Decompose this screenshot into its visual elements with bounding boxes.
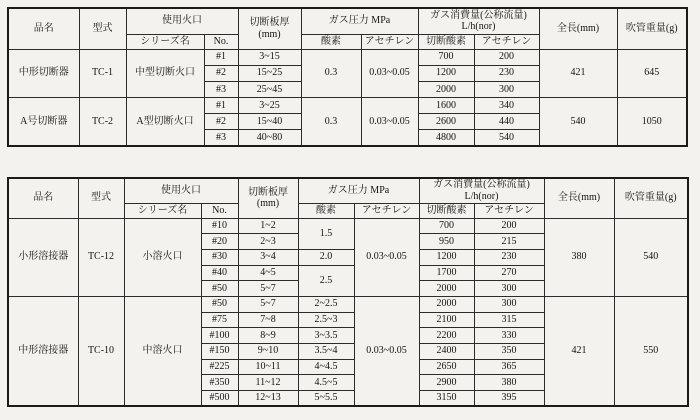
thickness-cell: 40~80 bbox=[238, 130, 301, 146]
cutting-oxygen-flow-cell: 1700 bbox=[419, 265, 474, 281]
oxygen-pressure-cell: 5~5.5 bbox=[298, 391, 354, 407]
length-cell: 421 bbox=[539, 49, 617, 98]
acetylene-flow-cell: 350 bbox=[474, 344, 544, 360]
col-header-acetylene-flow: アセチレン bbox=[474, 34, 539, 49]
nozzle-no-cell: #150 bbox=[201, 344, 238, 360]
nozzle-no-cell: #225 bbox=[201, 359, 238, 375]
product-cell: 小形溶接器 bbox=[8, 218, 78, 296]
cutting-oxygen-flow-cell: 2100 bbox=[419, 312, 474, 328]
nozzle-no-cell: #50 bbox=[201, 296, 238, 312]
cutting-oxygen-flow-cell: 1200 bbox=[418, 65, 474, 81]
thickness-cell: 15~40 bbox=[238, 114, 301, 130]
col-header-acetylene: アセチレン bbox=[354, 203, 419, 218]
nozzle-no-cell: #1 bbox=[204, 49, 238, 65]
model-cell: TC-2 bbox=[79, 98, 126, 147]
cutting-oxygen-flow-cell: 700 bbox=[418, 49, 474, 65]
oxygen-pressure-cell: 2.5~3 bbox=[298, 312, 354, 328]
col-header-acetylene-flow: アセチレン bbox=[474, 203, 544, 218]
acetylene-flow-cell: 380 bbox=[474, 375, 544, 391]
consumption-header-line1: ガス消費量(公称流量) bbox=[430, 9, 527, 21]
thickness-cell: 3~25 bbox=[238, 98, 301, 114]
model-cell: TC-10 bbox=[78, 296, 124, 406]
cutting-oxygen-flow-cell: 700 bbox=[419, 218, 474, 234]
col-header-no: No. bbox=[204, 34, 238, 49]
thickness-cell: 7~8 bbox=[238, 312, 298, 328]
nozzle-no-cell: #3 bbox=[204, 81, 238, 97]
acetylene-flow-cell: 365 bbox=[474, 359, 544, 375]
acetylene-flow-cell: 215 bbox=[474, 234, 544, 250]
cutting-oxygen-flow-cell: 2400 bbox=[419, 344, 474, 360]
cutting-oxygen-flow-cell: 2900 bbox=[419, 375, 474, 391]
acetylene-flow-cell: 200 bbox=[474, 218, 544, 234]
nozzle-no-cell: #50 bbox=[201, 281, 238, 297]
thickness-header-line2: (mm) bbox=[256, 198, 280, 210]
nozzle-no-cell: #30 bbox=[201, 249, 238, 265]
acetylene-pressure-cell: 0.03~0.05 bbox=[354, 218, 419, 296]
product-cell: 中形切断器 bbox=[8, 49, 79, 98]
col-header-pressure: ガス圧力 MPa bbox=[301, 8, 418, 34]
acetylene-flow-cell: 330 bbox=[474, 328, 544, 344]
series-cell: 中型切断火口 bbox=[126, 49, 204, 98]
nozzle-no-cell: #40 bbox=[201, 265, 238, 281]
thickness-cell: 5~7 bbox=[238, 296, 298, 312]
nozzle-no-cell: #2 bbox=[204, 114, 238, 130]
nozzle-no-cell: #20 bbox=[201, 234, 238, 250]
thickness-cell: 1~2 bbox=[238, 218, 298, 234]
col-header-weight: 吹管重量(g) bbox=[614, 178, 688, 218]
cutting-oxygen-flow-cell: 2600 bbox=[418, 114, 474, 130]
series-cell: 小溶火口 bbox=[124, 218, 201, 296]
header-row-1 bbox=[8, 8, 687, 34]
cutting-oxygen-flow-cell: 2200 bbox=[419, 328, 474, 344]
col-header-cutting-oxygen: 切断酸素 bbox=[418, 34, 474, 49]
nozzle-no-cell: #75 bbox=[201, 312, 238, 328]
col-header-series-name: シリーズ名 bbox=[124, 203, 201, 218]
acetylene-flow-cell: 315 bbox=[474, 312, 544, 328]
thickness-cell: 11~12 bbox=[238, 375, 298, 391]
model-cell: TC-1 bbox=[79, 49, 126, 98]
thickness-cell: 12~13 bbox=[238, 391, 298, 407]
oxygen-pressure-cell: 0.3 bbox=[301, 49, 361, 98]
thickness-cell: 3~15 bbox=[238, 49, 301, 65]
col-header-nozzle: 使用火口 bbox=[126, 8, 238, 34]
thickness-cell: 3~4 bbox=[238, 249, 298, 265]
weight-cell: 540 bbox=[614, 218, 688, 296]
thickness-cell: 25~45 bbox=[238, 81, 301, 97]
col-header-cutting-oxygen: 切断酸素 bbox=[419, 203, 474, 218]
consumption-header-line2: L/h(nor) bbox=[461, 21, 496, 33]
acetylene-flow-cell: 440 bbox=[474, 114, 539, 130]
acetylene-pressure-cell: 0.03~0.05 bbox=[361, 98, 418, 147]
thickness-header-line1: 切断板厚 bbox=[249, 17, 290, 29]
oxygen-pressure-cell: 4.5~5 bbox=[298, 375, 354, 391]
cutting-oxygen-flow-cell: 2000 bbox=[419, 281, 474, 297]
acetylene-flow-cell: 230 bbox=[474, 65, 539, 81]
series-cell: 中溶火口 bbox=[124, 296, 201, 406]
acetylene-flow-cell: 300 bbox=[474, 296, 544, 312]
col-header-no: No. bbox=[201, 203, 238, 218]
thickness-cell: 5~7 bbox=[238, 281, 298, 297]
oxygen-pressure-cell: 3.5~4 bbox=[298, 344, 354, 360]
thickness-cell: 2~3 bbox=[238, 234, 298, 250]
cutting-torch-spec-table bbox=[7, 7, 688, 147]
acetylene-flow-cell: 340 bbox=[474, 98, 539, 114]
acetylene-flow-cell: 300 bbox=[474, 81, 539, 97]
col-header-model: 型式 bbox=[78, 178, 124, 218]
acetylene-flow-cell: 270 bbox=[474, 265, 544, 281]
series-cell: A型切断火口 bbox=[126, 98, 204, 147]
col-header-consumption bbox=[419, 178, 544, 203]
thickness-cell: 8~9 bbox=[238, 328, 298, 344]
table-row bbox=[8, 98, 687, 114]
oxygen-pressure-cell: 2.0 bbox=[298, 249, 354, 265]
nozzle-no-cell: #2 bbox=[204, 65, 238, 81]
acetylene-flow-cell: 300 bbox=[474, 281, 544, 297]
length-cell: 540 bbox=[539, 98, 617, 147]
thickness-header-line2: (mm) bbox=[258, 28, 281, 40]
col-header-product: 品名 bbox=[8, 178, 78, 218]
model-cell: TC-12 bbox=[78, 218, 124, 296]
oxygen-pressure-cell: 4~4.5 bbox=[298, 359, 354, 375]
col-header-thickness bbox=[238, 8, 301, 49]
col-header-acetylene: アセチレン bbox=[361, 34, 418, 49]
nozzle-no-cell: #350 bbox=[201, 375, 238, 391]
col-header-oxygen: 酸素 bbox=[301, 34, 361, 49]
thickness-header-line1: 切断板厚 bbox=[248, 186, 288, 198]
cutting-oxygen-flow-cell: 4800 bbox=[418, 130, 474, 146]
table-row bbox=[8, 296, 688, 312]
cutting-oxygen-flow-cell: 950 bbox=[419, 234, 474, 250]
nozzle-no-cell: #100 bbox=[201, 328, 238, 344]
consumption-header-line1: ガス消費量(公称流量) bbox=[433, 179, 530, 191]
col-header-thickness bbox=[238, 178, 298, 218]
oxygen-pressure-cell: 2.5 bbox=[298, 265, 354, 296]
acetylene-flow-cell: 230 bbox=[474, 249, 544, 265]
oxygen-pressure-cell: 0.3 bbox=[301, 98, 361, 147]
product-cell: A号切断器 bbox=[8, 98, 79, 147]
thickness-cell: 9~10 bbox=[238, 344, 298, 360]
nozzle-no-cell: #500 bbox=[201, 391, 238, 407]
weight-cell: 1050 bbox=[617, 98, 687, 147]
consumption-header-line2: L/h(nor) bbox=[464, 190, 499, 202]
table-row bbox=[8, 218, 688, 234]
col-header-pressure: ガス圧力 MPa bbox=[298, 178, 419, 203]
thickness-cell: 10~11 bbox=[238, 359, 298, 375]
length-cell: 421 bbox=[544, 296, 614, 406]
acetylene-pressure-cell: 0.03~0.05 bbox=[354, 296, 419, 406]
nozzle-no-cell: #1 bbox=[204, 98, 238, 114]
acetylene-flow-cell: 200 bbox=[474, 49, 539, 65]
length-cell: 380 bbox=[544, 218, 614, 296]
oxygen-pressure-cell: 2~2.5 bbox=[298, 296, 354, 312]
acetylene-flow-cell: 395 bbox=[474, 391, 544, 407]
col-header-nozzle: 使用火口 bbox=[124, 178, 238, 203]
oxygen-pressure-cell: 3~3.5 bbox=[298, 328, 354, 344]
col-header-length: 全長(mm) bbox=[544, 178, 614, 218]
thickness-cell: 15~25 bbox=[238, 65, 301, 81]
cutting-oxygen-flow-cell: 2000 bbox=[419, 296, 474, 312]
header-row-1 bbox=[8, 178, 688, 203]
cutting-oxygen-flow-cell: 1600 bbox=[418, 98, 474, 114]
thickness-cell: 4~5 bbox=[238, 265, 298, 281]
product-cell: 中形溶接器 bbox=[8, 296, 78, 406]
cutting-oxygen-flow-cell: 2650 bbox=[419, 359, 474, 375]
nozzle-no-cell: #10 bbox=[201, 218, 238, 234]
col-header-model: 型式 bbox=[79, 8, 126, 49]
welding-torch-spec-table bbox=[7, 177, 689, 407]
col-header-weight: 吹管重量(g) bbox=[617, 8, 687, 49]
table-row bbox=[8, 49, 687, 65]
weight-cell: 550 bbox=[614, 296, 688, 406]
nozzle-no-cell: #3 bbox=[204, 130, 238, 146]
cutting-oxygen-flow-cell: 1200 bbox=[419, 249, 474, 265]
weight-cell: 645 bbox=[617, 49, 687, 98]
col-header-oxygen: 酸素 bbox=[298, 203, 354, 218]
oxygen-pressure-cell: 1.5 bbox=[298, 218, 354, 249]
acetylene-pressure-cell: 0.03~0.05 bbox=[361, 49, 418, 98]
col-header-length: 全長(mm) bbox=[539, 8, 617, 49]
acetylene-flow-cell: 540 bbox=[474, 130, 539, 146]
cutting-oxygen-flow-cell: 2000 bbox=[418, 81, 474, 97]
cutting-oxygen-flow-cell: 3150 bbox=[419, 391, 474, 407]
col-header-consumption bbox=[418, 8, 539, 34]
col-header-series-name: シリーズ名 bbox=[126, 34, 204, 49]
col-header-product: 品名 bbox=[8, 8, 79, 49]
